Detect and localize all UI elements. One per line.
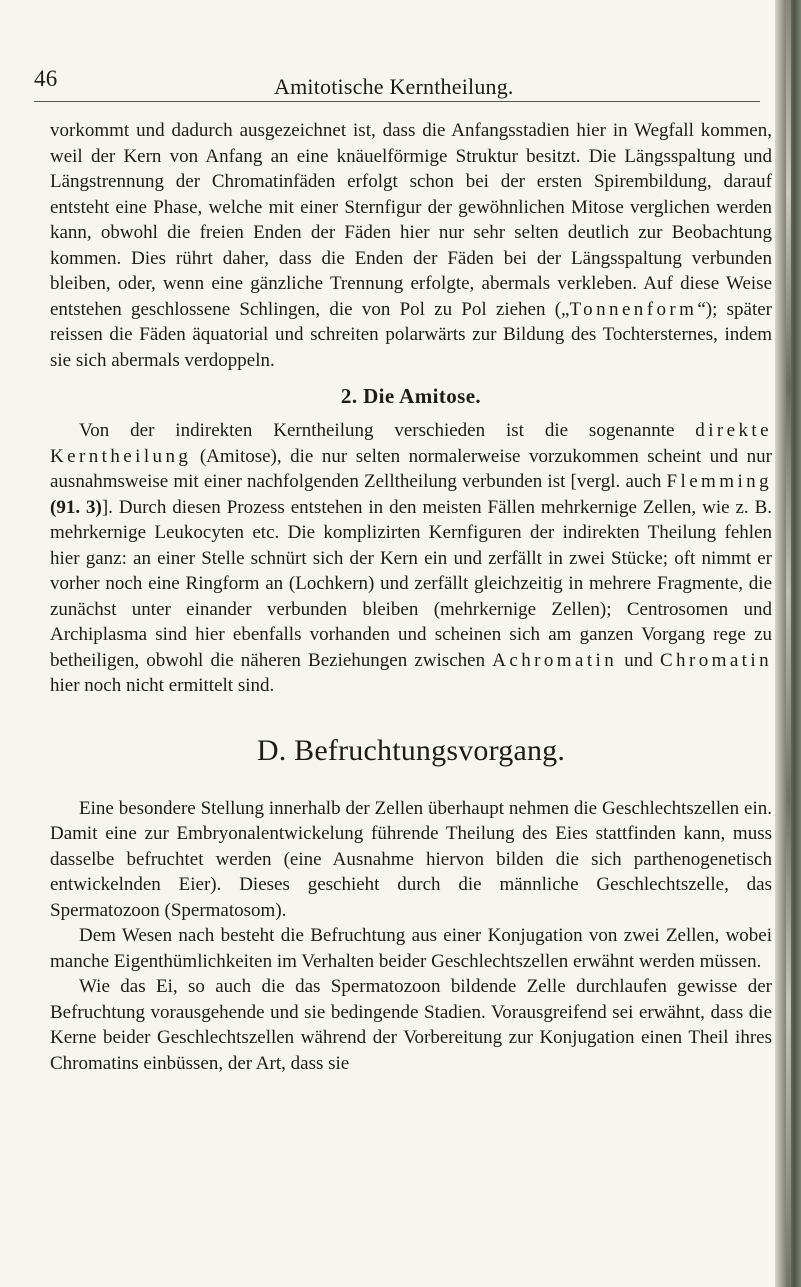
- spaced-author-flemming: Flemming: [666, 471, 772, 492]
- binding-shadow: [786, 0, 791, 1287]
- section-heading-befruchtungsvorgang: D. Befruchtungsvorgang.: [256, 733, 566, 767]
- paragraph-amitose-part1: Von der indirekten Kerntheilung verschieden ist die sogenannte: [79, 420, 696, 441]
- paragraph-intro-text: vorkommt und dadurch ausgezeichnet ist, dass die Anfangsstadien hier in Wegfall kommen, weil der Kern von Anfang an eine knäuelförmige Struktur besitzt. Die Längsspaltung und Längstrennung der Chromatinfäden erfolgt schon bei der ersten Spirembildung, darauf entsteht eine Phase, welche mit einer Sternfigur der gewöhnlichen Mitose verglichen werden kann, obwohl die freien Enden der Fäden hier nur sehr selten deutlich zur Beobachtung kommen. Dies rührt daher, dass die Enden der Fäden bei der Längsspaltung verbunden bleiben, oder, wenn eine gänzliche Trennung erfolgte, abermals verkleben. Auf diese Weise entstehen geschlossene Schlingen, die von Pol zu Pol ziehen („: [50, 120, 772, 320]
- spaced-term-tonnenform: Tonnenform: [569, 298, 698, 320]
- running-head: Amitotische Kerntheilung.: [274, 74, 514, 99]
- citation-reference: (91. 3): [50, 496, 102, 518]
- paragraph-intro-end: “); später reissen die Fäden äquatorial und schreiten polarwärts zur Bildung des Tochtersternes, indem sie sich abermals verdoppeln.: [50, 298, 772, 371]
- section-heading-amitose: 2. Die Amitose.: [340, 384, 482, 408]
- paragraph-amitose-part4: und: [617, 649, 660, 671]
- paragraph-amitose-part3: ]. Durch diesen Prozess entstehen in den meisten Fällen mehrkernige Zellen, wie z. B. mehrkernige Leukocyten etc. Die komplizirten Kernfiguren der indirekten Theilung fehlen hier ganz: an einer Stelle schnürt sich der Kern ein und zerfällt in zwei Stücke; oft nimmt er vorher noch eine Ringform an (Lochkern) und zerfällt gleichzeitig in mehrere Fragmente, die zunächst unter einander verbunden bleiben (mehrkernige Zellen); Centrosomen und Archiplasma sind hier ebenfalls vorhanden und scheinen sich am ganzen Vorgang rege zu betheiligen, obwohl die näheren Beziehungen zwischen: [50, 496, 772, 671]
- paragraph-intro: [50, 118, 772, 373]
- paragraph-befruchtung-1: Eine besondere Stellung innerhalb der Zellen überhaupt nehmen die Geschlechtszellen ein. Damit eine zur Embryonalentwickelung führende Theilung des Eies stattfinden kann, muss dasselbe befruchtet werden (eine Ausnahme hiervon bilden die sich parthenogenetisch entwickelnden Eier). Dieses geschieht durch die männliche Geschlechtszelle, das Spermatozoon (Spermatosom).: [50, 797, 772, 921]
- paragraph-befruchtung-2: Dem Wesen nach besteht die Befruchtung aus einer Konjugation von zwei Zellen, wobei manche Eigenthümlichkeiten im Verhalten beider Geschlechtszellen erwähnt werden müssen.: [50, 925, 772, 972]
- header-rule: [34, 101, 760, 102]
- page-content: [50, 118, 772, 1076]
- page-header: [34, 66, 774, 106]
- page-number: 46: [34, 66, 58, 91]
- paragraph-amitose: [50, 418, 772, 699]
- paragraph-befruchtung-3: Wie das Ei, so auch die das Spermatozoon bildende Zelle durchlaufen gewisse der Befruchtung vorausgehende und sie bedingende Stadien. Vorausgreifend sei erwähnt, dass die Kerne beider Geschlechtszellen während der Vorbereitung zur Konjugation einen Theil ihres Chromatins einbüssen, der Art, dass sie: [50, 976, 772, 1074]
- spaced-term-achromatin: Achromatin: [492, 649, 618, 671]
- spaced-term-chromatin: Chromatin: [659, 649, 772, 671]
- spaced-term-direkte-kerntheilung: direkte Kerntheilung: [50, 420, 772, 467]
- paragraph-amitose-part5: hier noch nicht ermittelt sind.: [50, 675, 275, 696]
- paragraph-amitose-part2: (Amitose), die nur selten normalerweise vorzukommen scheint und nur ausnahmsweise mit einer nachfolgenden Zelltheilung verbunden ist [vergl. auch: [50, 445, 772, 492]
